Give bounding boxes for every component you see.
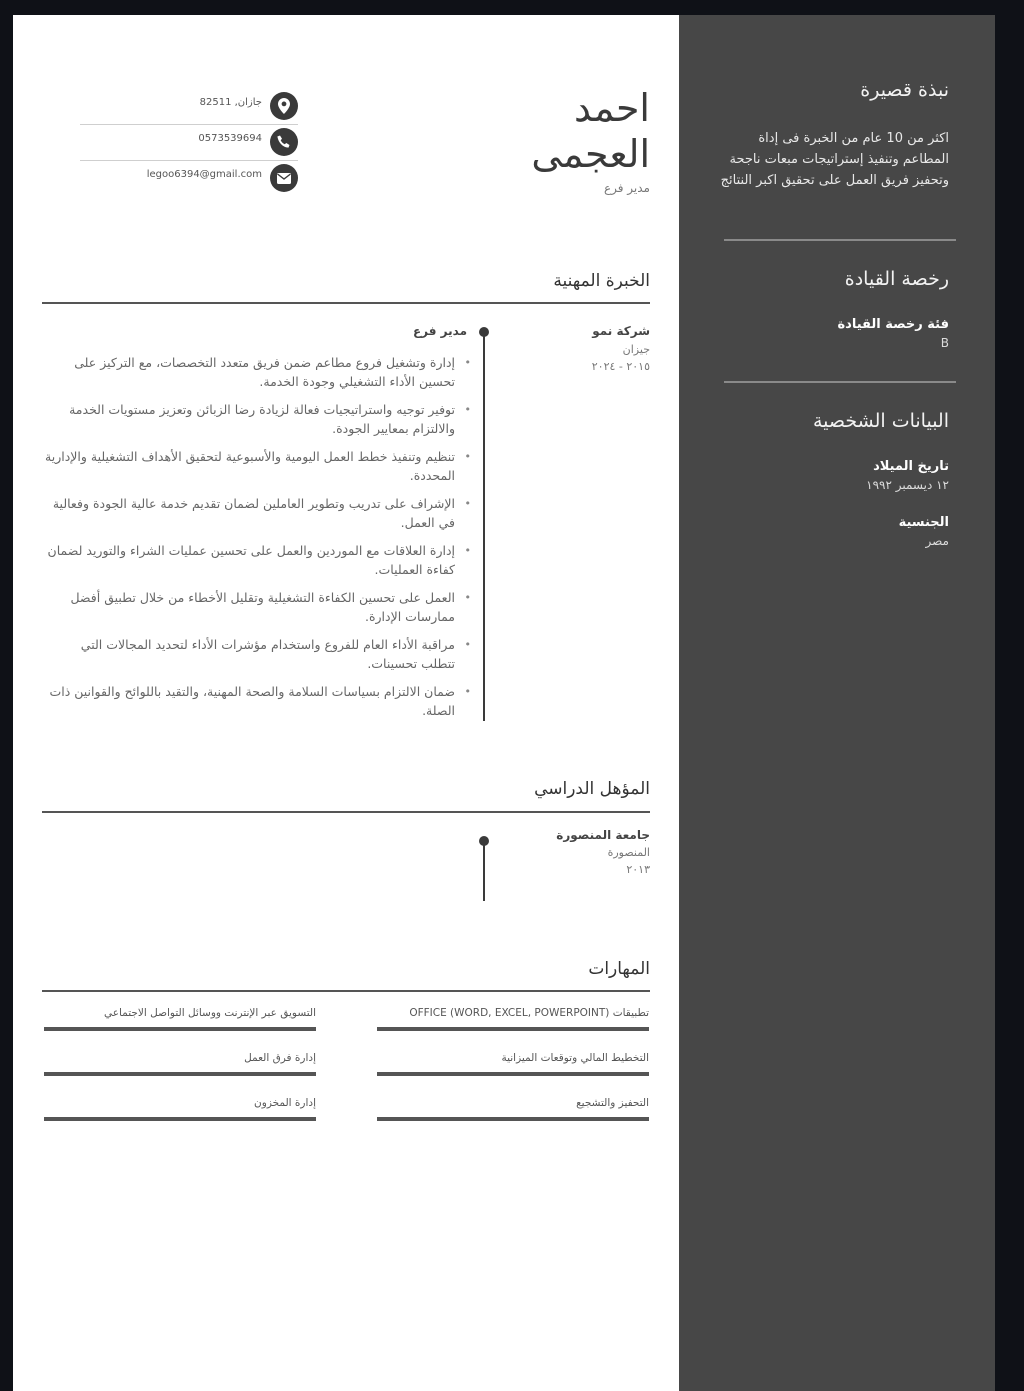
location-icon: [270, 92, 298, 120]
skill-name: التحفيز والتشجيع: [576, 1097, 649, 1109]
birth-date-label: تاريخ الميلاد: [873, 459, 949, 474]
skill-item: [44, 1052, 316, 1076]
education-divider: [42, 811, 650, 813]
email-icon: [270, 164, 298, 192]
sidebar-divider: [724, 239, 956, 241]
experience-role: مدير فرع: [412, 324, 467, 338]
experience-title: الخبرة المهنية: [553, 271, 650, 291]
license-value: B: [940, 336, 949, 350]
contact-location-text: جازان, 82511: [199, 97, 262, 108]
experience-divider: [42, 302, 650, 304]
list-item: • العمل على تحسين الكفاءة التشغيلية وتقليل الأخطاء من خلال تطبيق أفضل ممارسات الإدارة.: [43, 588, 473, 626]
candidate-name: احمد العجمى: [531, 86, 650, 176]
experience-company: شركة نمو: [592, 324, 650, 338]
experience-period: ٢٠١٥ - ٢٠٢٤: [591, 360, 650, 373]
experience-bullets: [43, 353, 473, 729]
skill-name: إدارة المخزون: [254, 1097, 316, 1109]
sidebar: [679, 15, 995, 1391]
sidebar-divider: [724, 381, 956, 383]
list-item: • مراقبة الأداء العام للفروع واستخدام مؤشرات الأداء لتحديد المجالات التي تتطلب تحسينات.: [43, 635, 473, 673]
list-item: • تنظيم وتنفيذ خطط العمل اليومية والأسبوعية لتحقيق الأهداف التشغيلية والإدارية المحددة.: [43, 447, 473, 485]
personal-title: البيانات الشخصية: [812, 410, 949, 432]
list-item: • ضمان الالتزام بسياسات السلامة والصحة المهنية، والتقيد باللوائح والقوانين ذات الصلة.: [43, 682, 473, 720]
license-title: رخصة القيادة: [844, 268, 949, 290]
education-timeline: [483, 841, 485, 901]
skill-item: [377, 1097, 649, 1121]
experience-timeline-dot: [479, 327, 489, 337]
contact-location: [80, 94, 298, 118]
skill-item: [44, 1097, 316, 1121]
contact-email: [80, 166, 298, 190]
skills-divider: [42, 990, 650, 992]
nationality-label: الجنسية: [898, 515, 949, 530]
skills-title: المهارات: [588, 959, 650, 979]
contact-phone-text: 0573539694: [198, 133, 262, 144]
education-title: المؤهل الدراسي: [534, 779, 650, 799]
skill-name: تطبيقات OFFICE (WORD, EXCEL, POWERPOINT): [409, 1007, 649, 1019]
about-title: نبذة قصيرة: [860, 79, 949, 101]
skill-bar: [44, 1027, 316, 1031]
education-location: المنصورة: [607, 846, 650, 859]
education-timeline-dot: [479, 836, 489, 846]
list-item: • توفير توجيه واستراتيجيات فعالة لزيادة رضا الزبائن وتعزيز مستويات الخدمة والالتزام بمعايير الجودة.: [43, 400, 473, 438]
candidate-job-title: مدير فرع: [603, 181, 650, 195]
skill-name: التسويق عبر الإنترنت ووسائل التواصل الاجتماعي: [103, 1007, 316, 1019]
experience-location: جيزان: [622, 343, 650, 356]
contact-email-text: legoo6394@gmail.com: [146, 169, 262, 180]
skill-item: [377, 1052, 649, 1076]
experience-timeline: [483, 333, 485, 721]
birth-date-value: ١٢ ديسمبر ١٩٩٢: [866, 478, 949, 492]
contact-phone: [80, 130, 298, 154]
resume-page: [13, 15, 995, 1391]
skill-bar: [377, 1117, 649, 1121]
contact-divider: [80, 160, 298, 161]
phone-icon: [270, 128, 298, 156]
skill-item: [44, 1007, 316, 1031]
nationality-value: مصر: [925, 534, 949, 548]
skill-bar: [377, 1072, 649, 1076]
list-item: • الإشراف على تدريب وتطوير العاملين لضمان تقديم خدمة عالية الجودة وفعالية في العمل.: [43, 494, 473, 532]
skill-name: إدارة فرق العمل: [244, 1052, 316, 1064]
skill-bar: [44, 1117, 316, 1121]
skill-bar: [44, 1072, 316, 1076]
skill-name: التخطيط المالي وتوقعات الميزانية: [501, 1052, 649, 1064]
list-item: • إدارة العلاقات مع الموردين والعمل على تحسين عمليات الشراء والتوريد لضمان كفاءة العمليات.: [43, 541, 473, 579]
license-label: فئة رخصة القيادة: [837, 317, 949, 332]
contact-divider: [80, 124, 298, 125]
about-text: اكثر من 10 عام من الخبرة فى إداة المطاعم وتنفيذ إستراتيجات مبعات ناجحة وتحفيز فريق العمل على تحقيق اكبر النتائج: [720, 131, 949, 188]
skill-bar: [377, 1027, 649, 1031]
education-year: ٢٠١٣: [626, 863, 650, 876]
education-school: جامعة المنصورة: [556, 828, 650, 842]
skill-item: [377, 1007, 649, 1031]
list-item: • إدارة وتشغيل فروع مطاعم ضمن فريق متعدد التخصصات، مع التركيز على تحسين الأداء التشغيلي وجودة الخدمة.: [43, 353, 473, 391]
